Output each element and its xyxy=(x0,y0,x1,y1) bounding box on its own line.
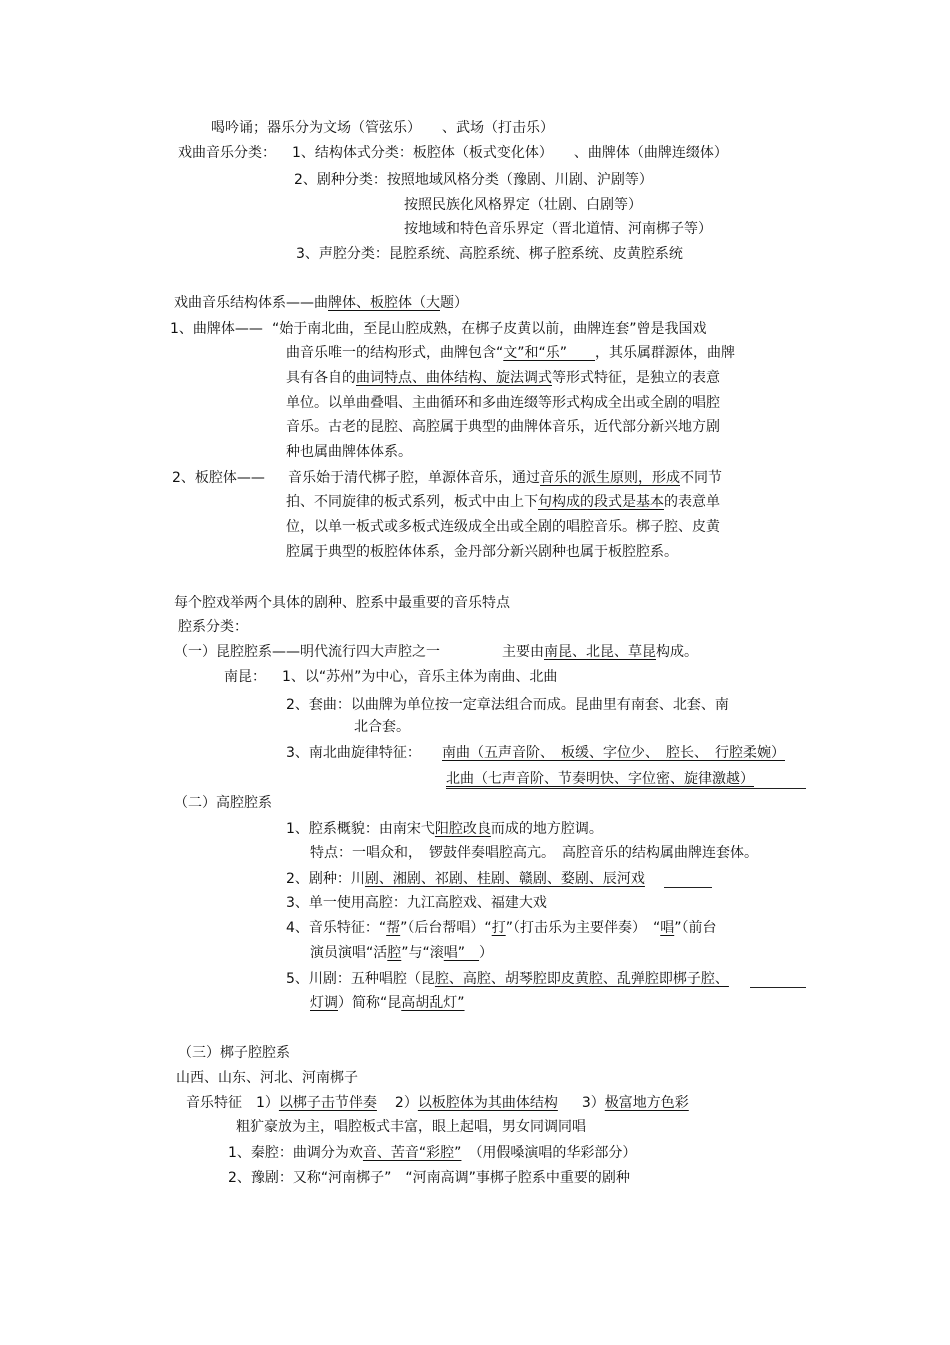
underlined-text: 北曲（七声音阶、节奏明快、字位密、旋律激越） xyxy=(446,771,754,787)
underlined-text: 曲词特点、曲体结构、旋法调式 xyxy=(356,370,552,386)
text: ”（前台 xyxy=(674,920,717,936)
text-line: 粗犷豪放为主，唱腔板式丰富，眼上起唱，男女同调同唱 xyxy=(236,1119,586,1135)
underlined-text: 唱” xyxy=(443,945,480,961)
text-line: 按地域和特色音乐界定（晋北道情、河南梆子等） xyxy=(404,221,712,237)
text: （用假嗓演唱的华彩部分） xyxy=(475,1145,637,1161)
heading-text: 题） xyxy=(440,295,468,311)
underlined-text: 文”和“乐” xyxy=(503,345,596,361)
text: 而成的地方腔调。 xyxy=(490,821,603,837)
text: 音乐始于清代梆子腔，单源体音乐，通过 xyxy=(288,470,540,486)
underlined-text: 腔 xyxy=(387,945,402,961)
text-line: 3、南北曲旋律特征： xyxy=(286,745,421,761)
text-line: 2、套曲：以曲牌为单位按一定章法组合而成。昆曲里有南套、北套、南 xyxy=(286,697,729,713)
text: ”（后台帮唱）“ xyxy=(400,920,492,936)
text-line: 1、结构体式分类：板腔体（板式变化体） 、曲牌体（曲牌连缀体） xyxy=(292,145,728,161)
subsection-heading: （二）高腔腔系 xyxy=(174,795,272,811)
item-label: 1、曲牌体—— xyxy=(170,321,263,337)
text: 具有各自的 xyxy=(286,370,356,386)
underlined-text: 以板腔体为其曲体结构 xyxy=(417,1095,558,1111)
text: 构成。 xyxy=(656,644,698,660)
text: ”与“滚 xyxy=(401,945,444,961)
text: 曲音乐唯一的结构形式，曲牌包含“ xyxy=(286,345,504,361)
text-line: 3、单一使用高腔：九江高腔戏、福建大戏 xyxy=(286,895,547,911)
text-line: 按照民族化风格界定（壮剧、白剧等） xyxy=(404,197,642,213)
text: ”（打击乐为主要伴奏） “ xyxy=(505,920,661,936)
text: ，其乐属群源体，曲牌 xyxy=(595,345,736,361)
underlined-text: 灯调 xyxy=(310,995,338,1011)
text-line: “始于南北曲，至昆山腔成熟，在梆子皮黄以前，曲牌连套”曾是我国戏 xyxy=(272,321,707,337)
underlined-text: 音乐的派生原则，形成 xyxy=(540,470,680,486)
text-line: 位，以单一板式或多板式连级成全出或全剧的唱腔音乐。梆子腔、皮黄 xyxy=(286,519,720,535)
text: ） xyxy=(479,945,494,961)
text-line: 2、剧种分类：按照地域风格分类（豫剧、川剧、沪剧等） xyxy=(294,172,653,188)
text-line xyxy=(286,872,645,886)
text: 等形式特征，是独立的表意 xyxy=(552,370,720,386)
text: 演员演唱“活 xyxy=(310,945,388,961)
text: 拍、不同旋律的板式系列，板式中由上下 xyxy=(286,494,538,510)
item-label: 南昆： xyxy=(224,669,266,685)
underlined-text: 剧、湘剧、祁剧、桂剧、赣剧、婺剧、辰河戏 xyxy=(364,871,645,887)
underlined-text: 阳腔改良 xyxy=(434,821,491,837)
text: 的表意单 xyxy=(664,494,720,510)
heading-text: 戏曲音乐结构体系——曲 xyxy=(174,295,328,311)
text-line: 2、豫剧：又称“河南梆子” “河南高调”事梆子腔系中重要的剧种 xyxy=(228,1170,630,1186)
text-line: 3、声腔分类：昆腔系统、高腔系统、梆子腔系统、皮黄腔系统 xyxy=(296,246,683,262)
underlined-text: 帮 xyxy=(386,920,401,936)
underlined-text: 极富地方色彩 xyxy=(604,1095,689,1111)
text: ）简称“昆 xyxy=(338,995,402,1011)
text-line xyxy=(310,946,493,960)
text: 2） xyxy=(394,1095,418,1111)
text-line: 单位。以单曲叠唱、主曲循环和多曲连缀等形式构成全出或全剧的唱腔 xyxy=(286,395,720,411)
underlined-text: 音、苦音“彩腔” xyxy=(362,1145,462,1161)
text-line xyxy=(228,1146,636,1160)
section-label: 戏曲音乐分类： xyxy=(178,145,276,161)
underlined-text: 南昆、北昆、草昆 xyxy=(544,644,656,660)
section-heading xyxy=(174,296,468,310)
underlined-text: 句构成的段式是基本 xyxy=(538,494,664,510)
text-line: 1、以“苏州”为中心，音乐主体为南曲、北曲 xyxy=(282,669,558,685)
underlined-text: 唱 xyxy=(660,920,675,936)
text: 1、腔系概貌：由南宋弋 xyxy=(286,821,435,837)
text-line: 喝吟诵；器乐分为文场（管弦乐） 、武场（打击乐） xyxy=(211,120,554,136)
underlined-text: 牌体、板腔体（大 xyxy=(328,295,440,311)
underlined-text: 打 xyxy=(491,920,506,936)
underlined-text: 以梆子击节伴奏 xyxy=(278,1095,377,1111)
item-label: 2、板腔体—— xyxy=(172,470,265,486)
underline-rule xyxy=(664,887,712,888)
text-line xyxy=(286,346,735,360)
text-line: 种也属曲牌体体系。 xyxy=(286,444,412,460)
text: 1、秦腔：曲调分为欢 xyxy=(228,1145,363,1161)
underlined-text: 南曲（五声音阶、 板缓、字位少、 腔长、 行腔柔婉） xyxy=(442,745,785,761)
text-line xyxy=(310,996,465,1010)
text-line xyxy=(286,921,716,935)
text-line xyxy=(286,822,603,836)
underlined-text: 腔、高腔、胡琴腔即皮黄腔、乱弹腔即梆子腔、 xyxy=(434,971,729,987)
text-line: 特点：一唱众和， 锣鼓伴奏唱腔高亢。 高腔音乐的结构属曲牌连套体。 xyxy=(310,845,758,861)
text: 2、剧种：川 xyxy=(286,871,365,887)
text-line xyxy=(286,371,720,385)
text: 3） xyxy=(581,1095,605,1111)
text: 5、川剧：五种唱腔（昆 xyxy=(286,971,435,987)
text: 主要由 xyxy=(502,644,544,660)
underline-rule xyxy=(446,788,806,789)
text: 4、音乐特征：“ xyxy=(286,920,387,936)
text-line xyxy=(286,495,720,509)
text-line: 山西、山东、河北、河南梆子 xyxy=(176,1070,358,1086)
text: 不同节 xyxy=(680,470,722,486)
text-line: 音乐。古老的昆腔、高腔属于典型的曲牌体音乐，近代部分新兴地方剧 xyxy=(286,419,720,435)
subsection-heading: （三）梆子腔腔系 xyxy=(178,1045,290,1061)
section-heading: 每个腔戏举两个具体的剧种、腔系中最重要的音乐特点 xyxy=(174,595,510,611)
text-line: 北合套。 xyxy=(354,719,410,735)
subsection-heading: （一）昆腔腔系——明代流行四大声腔之一 xyxy=(174,644,440,660)
text-line xyxy=(502,645,698,659)
underline-rule xyxy=(750,987,806,988)
underlined-text: 高胡乱灯” xyxy=(401,995,465,1011)
text-line: 腔属于典型的板腔体体系，金丹部分新兴剧种也属于板腔腔系。 xyxy=(286,544,678,560)
text-line xyxy=(186,1096,689,1110)
text: 音乐特征 1） xyxy=(186,1095,279,1111)
text-line xyxy=(286,972,729,986)
section-label: 腔系分类： xyxy=(178,619,248,635)
text-line xyxy=(288,471,722,485)
